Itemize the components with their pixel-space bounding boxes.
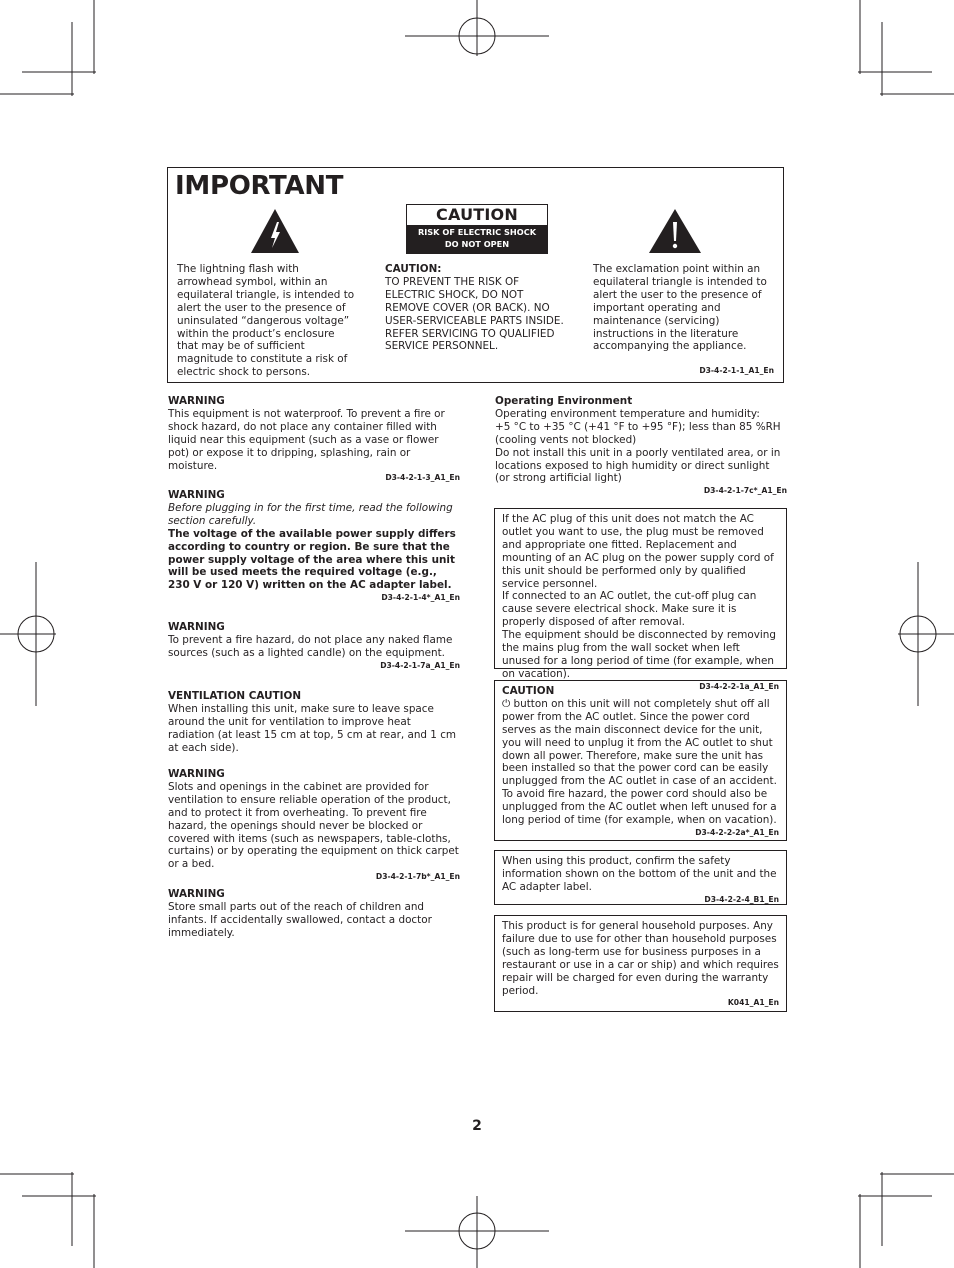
section-heading: WARNING: [168, 621, 225, 633]
important-box: [167, 167, 784, 383]
operating-environment: [495, 395, 787, 496]
section-text: To prevent a fire hazard, do not place any naked flame sources (such as a lighted candle) on the equipment.: [168, 633, 453, 659]
document-code: D3-4-2-2-4_B1_En: [704, 894, 779, 904]
section-text: Slots and openings in the cabinet are provided for ventilation to ensure reliable operation of the product, and to protect it from overheating. To prevent fire hazard, the openings should never be blocked or covered with items (such as newspapers, table-cloths, curtains) or by operating the equipment on thick carpet or a bed.: [168, 780, 459, 871]
power-caution-notice: [494, 680, 787, 841]
section-heading: Operating Environment: [495, 395, 633, 407]
section-text: ⏻ button on this unit will not completely shut off all power from the AC outlet. Since the power cord serves as the main disconnect device for the unit, you will need to unplug it from the AC outlet to shut down all power. Therefore, make sure the unit has been installed so that the power cord can be easily unplugged from the AC outlet in case of an accident. To avoid fire hazard, the power cord should also be unplugged from the AC outlet when left unused for a long period of time (for example, when on vacation).: [502, 697, 777, 827]
section-text: Store small parts out of the reach of children and infants. If accidentally swallowed, contact a doctor immediately.: [168, 900, 432, 939]
lightning-warning-icon: [250, 208, 300, 254]
document-code: D3-4-2-1-7c*_A1_En: [703, 486, 787, 496]
caution-description: CAUTION: TO PREVENT THE RISK OF ELECTRIC SHOCK, DO NOT REMOVE COVER (OR BACK). NO USER-SERVICEABLE PARTS INSIDE. REFER SERVICING TO QUALIFIED SERVICE PERSONNEL.: [385, 263, 564, 353]
caution-label-subtitle: RISK OF ELECTRIC SHOCK DO NOT OPEN: [407, 225, 547, 253]
section-italic-text: Before plugging in for the first time, read the following section carefully.: [168, 501, 453, 527]
safety-info-notice: [494, 850, 787, 905]
document-code: D3-4-2-1-3_A1_En: [385, 473, 460, 483]
caution-label: [406, 204, 548, 254]
section-text: This product is for general household purposes. Any failure due to use for other than household purposes (such as long-term use for business purposes in a restaurant or use in a car or ship) and which requires repair will be charged for even during the warranty period.: [502, 920, 779, 997]
power-icon: ⏻: [502, 697, 511, 710]
section-heading: CAUTION: [502, 685, 555, 697]
section-heading: WARNING: [168, 395, 225, 407]
caution-label-title: CAUTION: [436, 205, 518, 224]
warning-voltage: [168, 489, 460, 603]
document-code: K041_A1_En: [727, 998, 779, 1008]
document-code: D3-4-2-1-1_A1_En: [699, 366, 774, 375]
section-text: When using this product, confirm the safety information shown on the bottom of the unit and the AC adapter label.: [502, 855, 777, 893]
document-code: D3-4-2-2-1a_A1_En: [699, 681, 779, 691]
section-text: +5 °C to +35 °C (+41 °F to +95 °F); less than 85 %RH (cooling vents not blocked): [495, 420, 781, 446]
household-notice: [494, 915, 787, 1012]
lightning-description: The lightning flash with arrowhead symbol, within an equilateral triangle, is intended to alert the user to the presence of uninsulated “dangerous voltage” within the product’s enclosure that may be of sufficient magnitude to constitute a risk of electric shock to persons.: [177, 263, 355, 379]
warning-waterproof: [168, 395, 460, 483]
section-text: If connected to an AC outlet, the cut-off plug can cause severe electrical shock. Make sure it is properly disposed of after removal.: [502, 590, 757, 629]
warning-flame: [168, 621, 460, 671]
page-title: IMPORTANT: [175, 171, 344, 201]
document-code: D3-4-2-1-4*_A1_En: [381, 593, 460, 603]
section-text: Do not install this unit in a poorly ventilated area, or in locations exposed to high humidity or direct sunlight (or strong artificial light): [495, 446, 781, 485]
section-heading: WARNING: [168, 489, 225, 501]
document-code: D3-4-2-2-2a*_A1_En: [695, 827, 779, 837]
section-text: Operating environment temperature and humidity:: [495, 407, 760, 420]
warning-openings: [168, 768, 460, 882]
section-text: If the AC plug of this unit does not match the AC outlet you want to use, the plug must be removed and appropriate one fitted. Replacement and mounting of an AC plug on the power supply cord of this unit should be performed only by qualified service personnel.: [502, 513, 774, 590]
ventilation-caution: [168, 690, 460, 755]
section-heading: WARNING: [168, 768, 225, 780]
exclamation-warning-icon: [648, 208, 702, 254]
section-heading: WARNING: [168, 888, 225, 900]
section-text: This equipment is not waterproof. To prevent a fire or shock hazard, do not place any container filled with liquid near this equipment (such as a vase or flower pot) or expose it to dripping, splashing, rain or moisture.: [168, 407, 445, 472]
section-text: The equipment should be disconnected by removing the mains plug from the wall socket when left unused for a long period of time (for example, when on vacation).: [502, 629, 776, 680]
document-code: D3-4-2-1-7b*_A1_En: [375, 872, 460, 882]
section-bold-text: The voltage of the available power supply differs according to country or region. Be sure that the power supply voltage of the area where this unit will be used meets the required voltage (e.g., 230 V or 120 V) written on the AC adapter label.: [168, 527, 456, 592]
section-heading: VENTILATION CAUTION: [168, 690, 302, 702]
document-code: D3-4-2-1-7a_A1_En: [380, 660, 460, 670]
page-number: 2: [472, 1118, 482, 1134]
warning-small-parts: [168, 888, 460, 940]
exclamation-description: The exclamation point within an equilateral triangle is intended to alert the user to the presence of important operating and maintenance (servicing) instructions in the literature accompanying the appliance.: [593, 263, 767, 353]
section-text: When installing this unit, make sure to leave space around the unit for ventilation to improve heat radiation (at least 15 cm at top, 5 cm at rear, and 1 cm at each side).: [168, 702, 457, 754]
